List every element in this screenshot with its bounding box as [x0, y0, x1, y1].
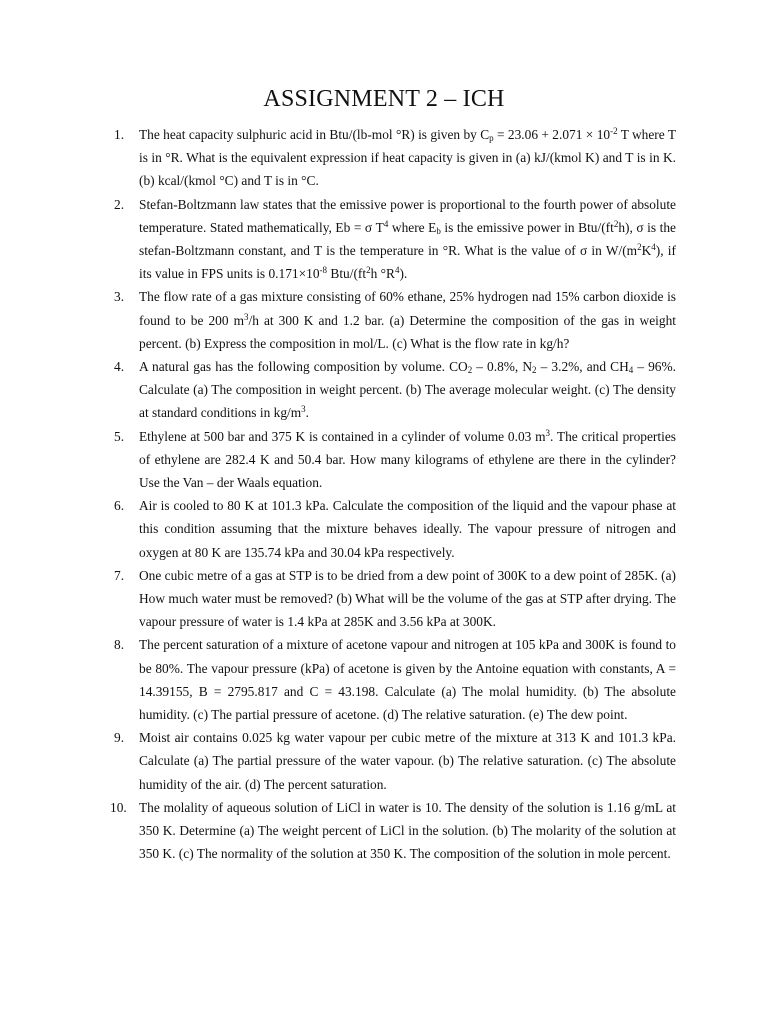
question-number: 8.	[114, 637, 125, 653]
text-run: is the emissive power in Btu/(ft	[440, 219, 614, 235]
superscript: 4	[651, 242, 656, 253]
text-run: Btu/(ft	[327, 266, 367, 282]
superscript: 2	[613, 218, 619, 229]
question-number: 2.	[114, 196, 125, 212]
question-number: 1.	[114, 127, 125, 142]
question-text	[139, 796, 676, 866]
subscript: p	[489, 133, 494, 143]
text-run: .	[305, 405, 310, 421]
text-run: – 96%. Calculate (a) The composition in weight percent. (b) The average molecular weight. (c) The density at standard conditions in kg/m	[139, 359, 676, 421]
text-run: ).	[399, 266, 408, 282]
question-number: 6.	[114, 498, 125, 514]
text-run: A natural gas has the following composition by volume. CO	[139, 359, 468, 375]
text-run: /h at 300 K and 1.2 bar. (a) Determine the composition of the gas in weight percent. (b) Express the composition in mol/L. (c) What is the flow rate in kg/h?	[139, 312, 677, 351]
text-run: – 0.8%, N	[472, 359, 533, 375]
superscript: 4	[383, 218, 389, 229]
text-run: Moist air contains 0.025 kg water vapour per cubic metre of the mixture at 313 K and 101.3 kPa. Calculate (a) The partial pressure of the water vapour. (b) The relative saturation. (c) The absolute humidity of the air. (d) The percent saturation.	[139, 730, 676, 792]
superscript: 2	[637, 242, 642, 253]
question-number: 3.	[114, 289, 125, 305]
question-item	[92, 285, 676, 355]
question-text	[139, 494, 676, 564]
question-text	[139, 564, 676, 634]
text-run: T where T is in °R. What is the equivalent expression if heat capacity is given in (a) kJ/(kmol K) and T is in K. (b) kcal/(kmol °C) and T is in °C.	[139, 127, 676, 189]
question-item	[92, 726, 676, 796]
subscript: 2	[467, 365, 473, 376]
subscript: b	[436, 225, 441, 236]
text-run: The flow rate of a gas mixture consisting of 60% ethane, 25% hydrogen nad 15% carbon dioxide is found to be 200 m	[139, 289, 676, 328]
text-run: h), σ is the stefan-Boltzmann constant, and T is the temperature in °R. What is the value of σ in W/(m	[139, 219, 677, 259]
question-text	[139, 425, 676, 495]
text-run: where E	[388, 219, 437, 235]
question-number: 5.	[114, 428, 125, 444]
superscript: 3	[545, 427, 551, 438]
question-item	[92, 355, 676, 425]
question-number: 7.	[114, 567, 125, 583]
text-run: Ethylene at 500 bar and 375 K is contained in a cylinder of volume 0.03 m	[139, 428, 546, 444]
text-run: The percent saturation of a mixture of acetone vapour and nitrogen at 105 kPa and 300K is found to be 80%. The vapour pressure (kPa) of acetone is given by the Antoine equation with constants, A = 14.39155, B = 2795.817 and C = 43.198. Calculate (a) The molal humidity. (b) The absolute humidity. (c) The partial pressure of acetone. (d) The relative saturation. (e) The dew point.	[139, 637, 676, 723]
question-text	[139, 123, 676, 193]
question-number: 4.	[114, 359, 125, 375]
question-text	[139, 193, 676, 286]
text-run: h °R	[370, 266, 395, 282]
question-number: 9.	[114, 730, 125, 746]
superscript: 3	[301, 404, 306, 415]
text-run: The heat capacity sulphuric acid in Btu/(lb-mol °R) is given by C	[139, 127, 490, 142]
text-run: . The critical properties of ethylene are 282.4 K and 50.4 bar. How many kilograms of ethylene are there in the cylinder? Use the Van – der Waals equation.	[139, 428, 676, 491]
text-run: Air is cooled to 80 K at 101.3 kPa. Calculate the composition of the liquid and the vapour phase at this condition assuming that the mixture behaves ideally. The vapour pressure of nitrogen and oxygen at 80 K are 135.74 kPa and 30.04 kPa respectively.	[139, 498, 676, 560]
superscript: -8	[319, 265, 328, 276]
subscript: 4	[628, 365, 634, 376]
question-item	[92, 123, 676, 193]
text-run: K	[641, 243, 652, 259]
question-item	[92, 564, 676, 634]
text-run: = 23.06 + 2.071 × 10	[493, 127, 611, 142]
superscript: -2	[610, 126, 618, 136]
question-item	[92, 494, 676, 564]
superscript: 4	[394, 265, 400, 276]
question-text	[139, 355, 676, 425]
subscript: 2	[532, 365, 537, 376]
question-text	[139, 726, 676, 796]
text-run: – 3.2%, and CH	[536, 359, 629, 375]
question-number: 10.	[110, 799, 127, 815]
question-item	[92, 425, 676, 495]
question-item	[92, 633, 676, 726]
text-run: One cubic metre of a gas at STP is to be dried from a dew point of 300K to a dew point of 285K. (a) How much water must be removed? (b) What will be the volume of the gas at STP after drying. The vapour pressure of water is 1.4 kPa at 285K and 3.56 kPa at 300K.	[139, 567, 676, 630]
superscript: 2	[366, 265, 371, 276]
superscript: 3	[244, 311, 249, 322]
text-run: The molality of aqueous solution of LiCl in water is 10. The density of the solution is 1.16 g/mL at 350 K. Determine (a) The weight percent of LiCl in the solution. (b) The molarity of the solution at 350 K. (c) The normality of the solution at 350 K. The composition of the solution in mole percent.	[139, 799, 676, 862]
question-item	[92, 796, 676, 866]
question-text	[139, 633, 676, 726]
question-list	[92, 123, 676, 866]
text-run: Stefan-Boltzmann law states that the emissive power is proportional to the fourth power of absolute temperature. Stated mathematically, Eb = σ T	[139, 196, 676, 235]
question-item	[92, 193, 676, 286]
question-text	[139, 285, 676, 355]
assignment-title: ASSIGNMENT 2 – ICH	[263, 86, 505, 112]
text-run: ), if its value in FPS units is 0.171×10	[139, 243, 676, 282]
